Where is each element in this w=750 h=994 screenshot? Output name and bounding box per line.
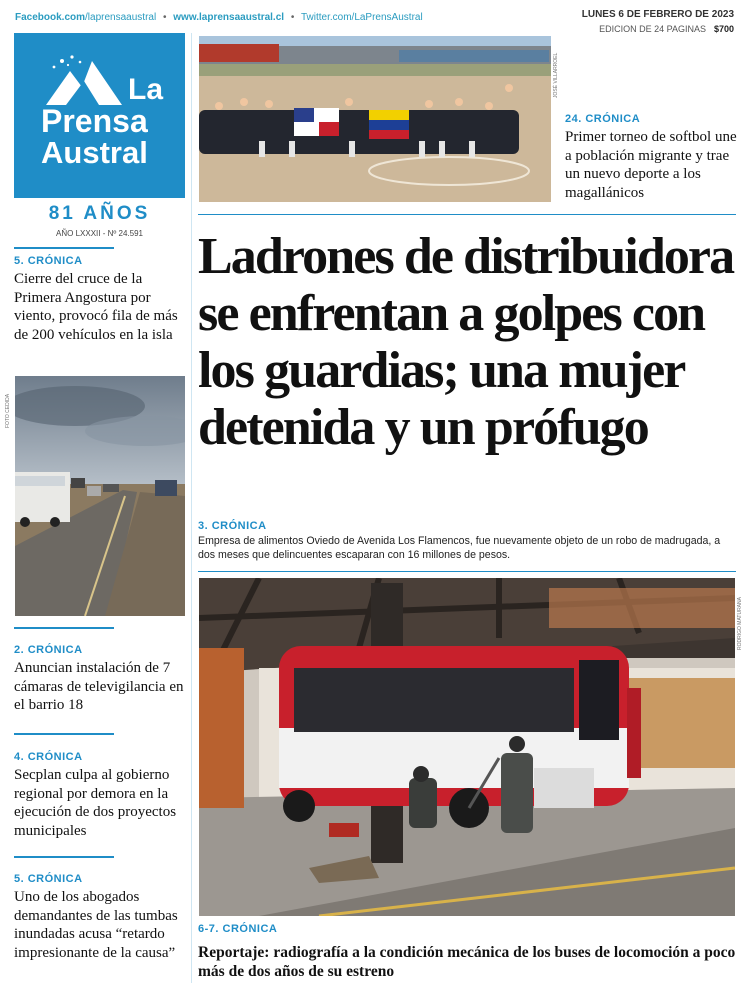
road-photo bbox=[15, 376, 185, 616]
masthead-logo bbox=[14, 33, 185, 198]
price: $700 bbox=[713, 24, 734, 34]
section-label: 3. CRÓNICA bbox=[198, 520, 267, 532]
bus-workshop-photo bbox=[199, 578, 735, 916]
divider bbox=[14, 247, 114, 249]
softball-headline[interactable]: Primer torneo de softbol une a población migrante y trae un nuevo deporte a los magallánicos bbox=[565, 129, 737, 201]
section-label: 24. CRÓNICA bbox=[565, 113, 641, 125]
twitter-link[interactable]: Twitter.com/LaPrensAustral bbox=[300, 12, 423, 23]
photo-credit: JOSÉ VILLARROEL bbox=[553, 52, 559, 98]
section-label: 6-7. CRÓNICA bbox=[198, 923, 278, 935]
main-headline[interactable]: Ladrones de distribuidora se enfrentan a golpes con los guardias; una mujer detenida y un prófugo bbox=[198, 228, 734, 456]
logo-text-austral: Austral bbox=[41, 135, 148, 170]
divider bbox=[14, 856, 114, 858]
sidebar-headline[interactable]: Secplan culpa al gobierno regional por demora en la ejecución de dos proyectos municipales bbox=[14, 767, 177, 839]
anniversary: 81 AÑOS bbox=[48, 203, 151, 224]
section-label: 5. CRÓNICA bbox=[14, 873, 83, 885]
mountains-logo-icon bbox=[44, 53, 124, 108]
logo-text-prensa: Prensa bbox=[41, 103, 148, 139]
divider bbox=[14, 627, 114, 629]
facebook-link[interactable]: Facebook.com bbox=[15, 12, 86, 23]
divider bbox=[198, 571, 736, 572]
photo-credit: RODRIGO MATURANA bbox=[737, 597, 743, 650]
sidebar-headline[interactable]: Uno de los abogados demandantes de las tumbas inundadas acusa “retardo impresionante de la causa” bbox=[14, 889, 178, 961]
sidebar-headline[interactable]: Anuncian instalación de 7 cámaras de televigilancia en el barrio 18 bbox=[14, 660, 184, 713]
section-label: 2. CRÓNICA bbox=[14, 644, 83, 656]
softball-team-photo bbox=[199, 36, 551, 202]
issue-date: LUNES 6 DE FEBRERO DE 2023 bbox=[581, 9, 734, 20]
divider bbox=[14, 733, 114, 735]
main-lead: Empresa de alimentos Oviedo de Avenida Los Flamencos, fue nuevamente objeto de un robo de madrugada, a dos meses que delincuentes escaparan con 16 millones de pesos. bbox=[198, 535, 721, 561]
bottom-headline[interactable]: Reportaje: radiografía a la condición mecánica de los buses de locomoción a poco más de dos años de su estreno bbox=[198, 944, 736, 980]
column-divider bbox=[191, 33, 192, 983]
divider bbox=[198, 214, 736, 215]
section-label: 4. CRÓNICA bbox=[14, 751, 83, 763]
edition-info: EDICION DE 24 PAGINAS $700 bbox=[599, 24, 734, 34]
logo-text-la: La bbox=[128, 73, 164, 106]
photo-credit: FOTO CEDIDA bbox=[5, 393, 11, 428]
social-links: Facebook.com/laprensaaustral • www.laprensaaustral.cl • Twitter.com/LaPrensAustral bbox=[15, 12, 423, 23]
section-label: 5. CRÓNICA bbox=[14, 255, 83, 267]
sidebar-headline[interactable]: Cierre del cruce de la Primera Angostura por viento, provocó fila de más de 200 vehículos en la isla bbox=[14, 271, 178, 343]
issue-number: AÑO LXXXII - Nº 24.591 bbox=[56, 229, 143, 238]
website-link[interactable]: www.laprensaaustral.cl bbox=[173, 12, 285, 23]
